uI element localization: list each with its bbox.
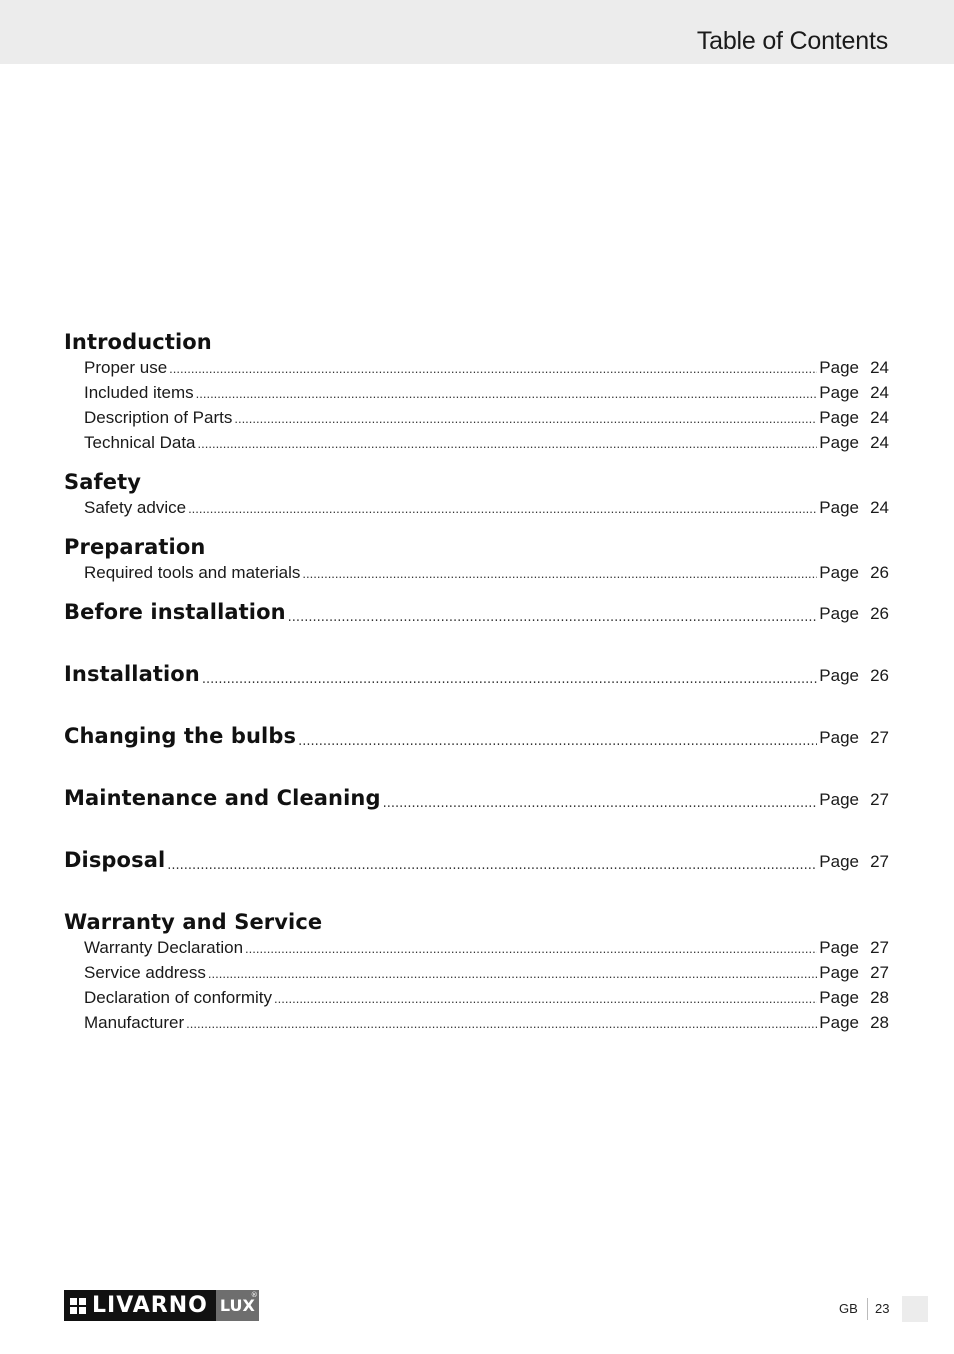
page-number: 27 — [870, 852, 889, 871]
page-word: Page — [819, 938, 859, 957]
toc-section-heading — [64, 724, 889, 752]
dot-leader — [186, 1016, 817, 1031]
toc-section-before-installation[interactable] — [64, 600, 889, 650]
toc-entry[interactable] — [64, 938, 889, 963]
toc-section-heading — [64, 662, 889, 690]
dot-leader — [196, 386, 818, 401]
header-bar — [0, 0, 954, 64]
page-title: Table of Contents — [696, 27, 888, 55]
toc-section-changing-bulbs[interactable] — [64, 724, 889, 774]
toc-section-installation[interactable] — [64, 662, 889, 712]
dot-leader — [202, 672, 817, 687]
entry-label: Required tools and materials — [84, 563, 301, 582]
page-word: Page — [819, 963, 859, 982]
entry-label: Proper use — [84, 358, 168, 377]
dot-leader — [167, 858, 817, 873]
dot-leader — [383, 796, 818, 811]
logo-squares-icon — [70, 1298, 86, 1314]
page-number: 28 — [870, 1013, 889, 1032]
toc-section-heading — [64, 535, 889, 563]
page-number: 26 — [870, 563, 889, 582]
dot-leader — [188, 501, 817, 516]
language-code: GB — [839, 1301, 858, 1316]
page-word: Page — [819, 383, 859, 402]
dot-leader — [198, 436, 818, 451]
dot-leader — [169, 361, 817, 376]
page-word: Page — [819, 408, 859, 427]
page-word: Page — [819, 852, 859, 871]
section-title: Preparation — [64, 535, 206, 559]
table-of-contents — [64, 330, 889, 1050]
section-title: Maintenance and Cleaning — [64, 786, 381, 810]
toc-section-heading — [64, 786, 889, 814]
toc-section-heading — [64, 470, 889, 498]
page-word: Page — [819, 604, 859, 623]
registered-mark: ® — [250, 1291, 258, 1299]
toc-section-maintenance[interactable] — [64, 786, 889, 836]
entry-label: Description of Parts — [84, 408, 233, 427]
page-number: 27 — [870, 963, 889, 982]
page-number: 24 — [870, 358, 889, 377]
dot-leader — [208, 966, 817, 981]
page-number: 27 — [870, 728, 889, 747]
section-title: Before installation — [64, 600, 286, 624]
page-word: Page — [819, 498, 859, 517]
brand-name: LIVARNO — [92, 1293, 208, 1318]
toc-entry[interactable] — [64, 383, 889, 408]
page-number: 26 — [870, 604, 889, 623]
page-number: 26 — [870, 666, 889, 685]
page-word: Page — [819, 1013, 859, 1032]
toc-section-heading — [64, 910, 889, 938]
page-number: 28 — [870, 988, 889, 1007]
dot-leader — [298, 734, 817, 749]
brand-sub: LUX — [219, 1296, 255, 1315]
toc-entry[interactable] — [64, 988, 889, 1013]
section-title: Safety — [64, 470, 142, 494]
toc-entry[interactable] — [64, 433, 889, 458]
toc-entry[interactable] — [64, 963, 889, 988]
page-word: Page — [819, 433, 859, 452]
toc-entry[interactable] — [64, 358, 889, 383]
dot-leader — [288, 610, 818, 625]
footer-divider — [867, 1298, 868, 1320]
page-number: 27 — [870, 790, 889, 809]
page-word: Page — [819, 790, 859, 809]
toc-section-warranty — [64, 910, 889, 1038]
entry-label: Service address — [84, 963, 206, 982]
entry-label: Manufacturer — [84, 1013, 185, 1032]
toc-section-introduction — [64, 330, 889, 458]
section-title: Installation — [64, 662, 200, 686]
entry-label: Included items — [84, 383, 194, 402]
toc-section-heading — [64, 848, 889, 876]
page-word: Page — [819, 988, 859, 1007]
toc-entry[interactable] — [64, 498, 889, 523]
toc-entry[interactable] — [64, 563, 889, 588]
entry-label: Safety advice — [84, 498, 187, 517]
dot-leader — [245, 941, 817, 956]
page-number-footer: 23 — [875, 1301, 890, 1316]
brand-logo — [64, 1290, 259, 1321]
toc-section-preparation — [64, 535, 889, 588]
section-title: Disposal — [64, 848, 166, 872]
section-title: Warranty and Service — [64, 910, 323, 934]
footer-box — [902, 1296, 928, 1322]
page-number: 24 — [870, 498, 889, 517]
page-word: Page — [819, 728, 859, 747]
page-number: 24 — [870, 383, 889, 402]
entry-label: Declaration of conformity — [84, 988, 273, 1007]
dot-leader — [234, 411, 817, 426]
page-number: 24 — [870, 433, 889, 452]
logo-lux-block — [216, 1290, 259, 1321]
page-word: Page — [819, 358, 859, 377]
toc-entry[interactable] — [64, 408, 889, 433]
entry-label: Technical Data — [84, 433, 196, 452]
toc-section-disposal[interactable] — [64, 848, 889, 898]
page-number: 27 — [870, 938, 889, 957]
page-number: 24 — [870, 408, 889, 427]
page-word: Page — [819, 563, 859, 582]
logo-main-block — [64, 1290, 216, 1321]
entry-label: Warranty Declaration — [84, 938, 244, 957]
toc-section-heading — [64, 600, 889, 628]
dot-leader — [274, 991, 817, 1006]
toc-section-safety — [64, 470, 889, 523]
toc-entry[interactable] — [64, 1013, 889, 1038]
dot-leader — [302, 566, 817, 581]
section-title: Introduction — [64, 330, 212, 354]
section-title: Changing the bulbs — [64, 724, 297, 748]
toc-section-heading — [64, 330, 889, 358]
page-word: Page — [819, 666, 859, 685]
